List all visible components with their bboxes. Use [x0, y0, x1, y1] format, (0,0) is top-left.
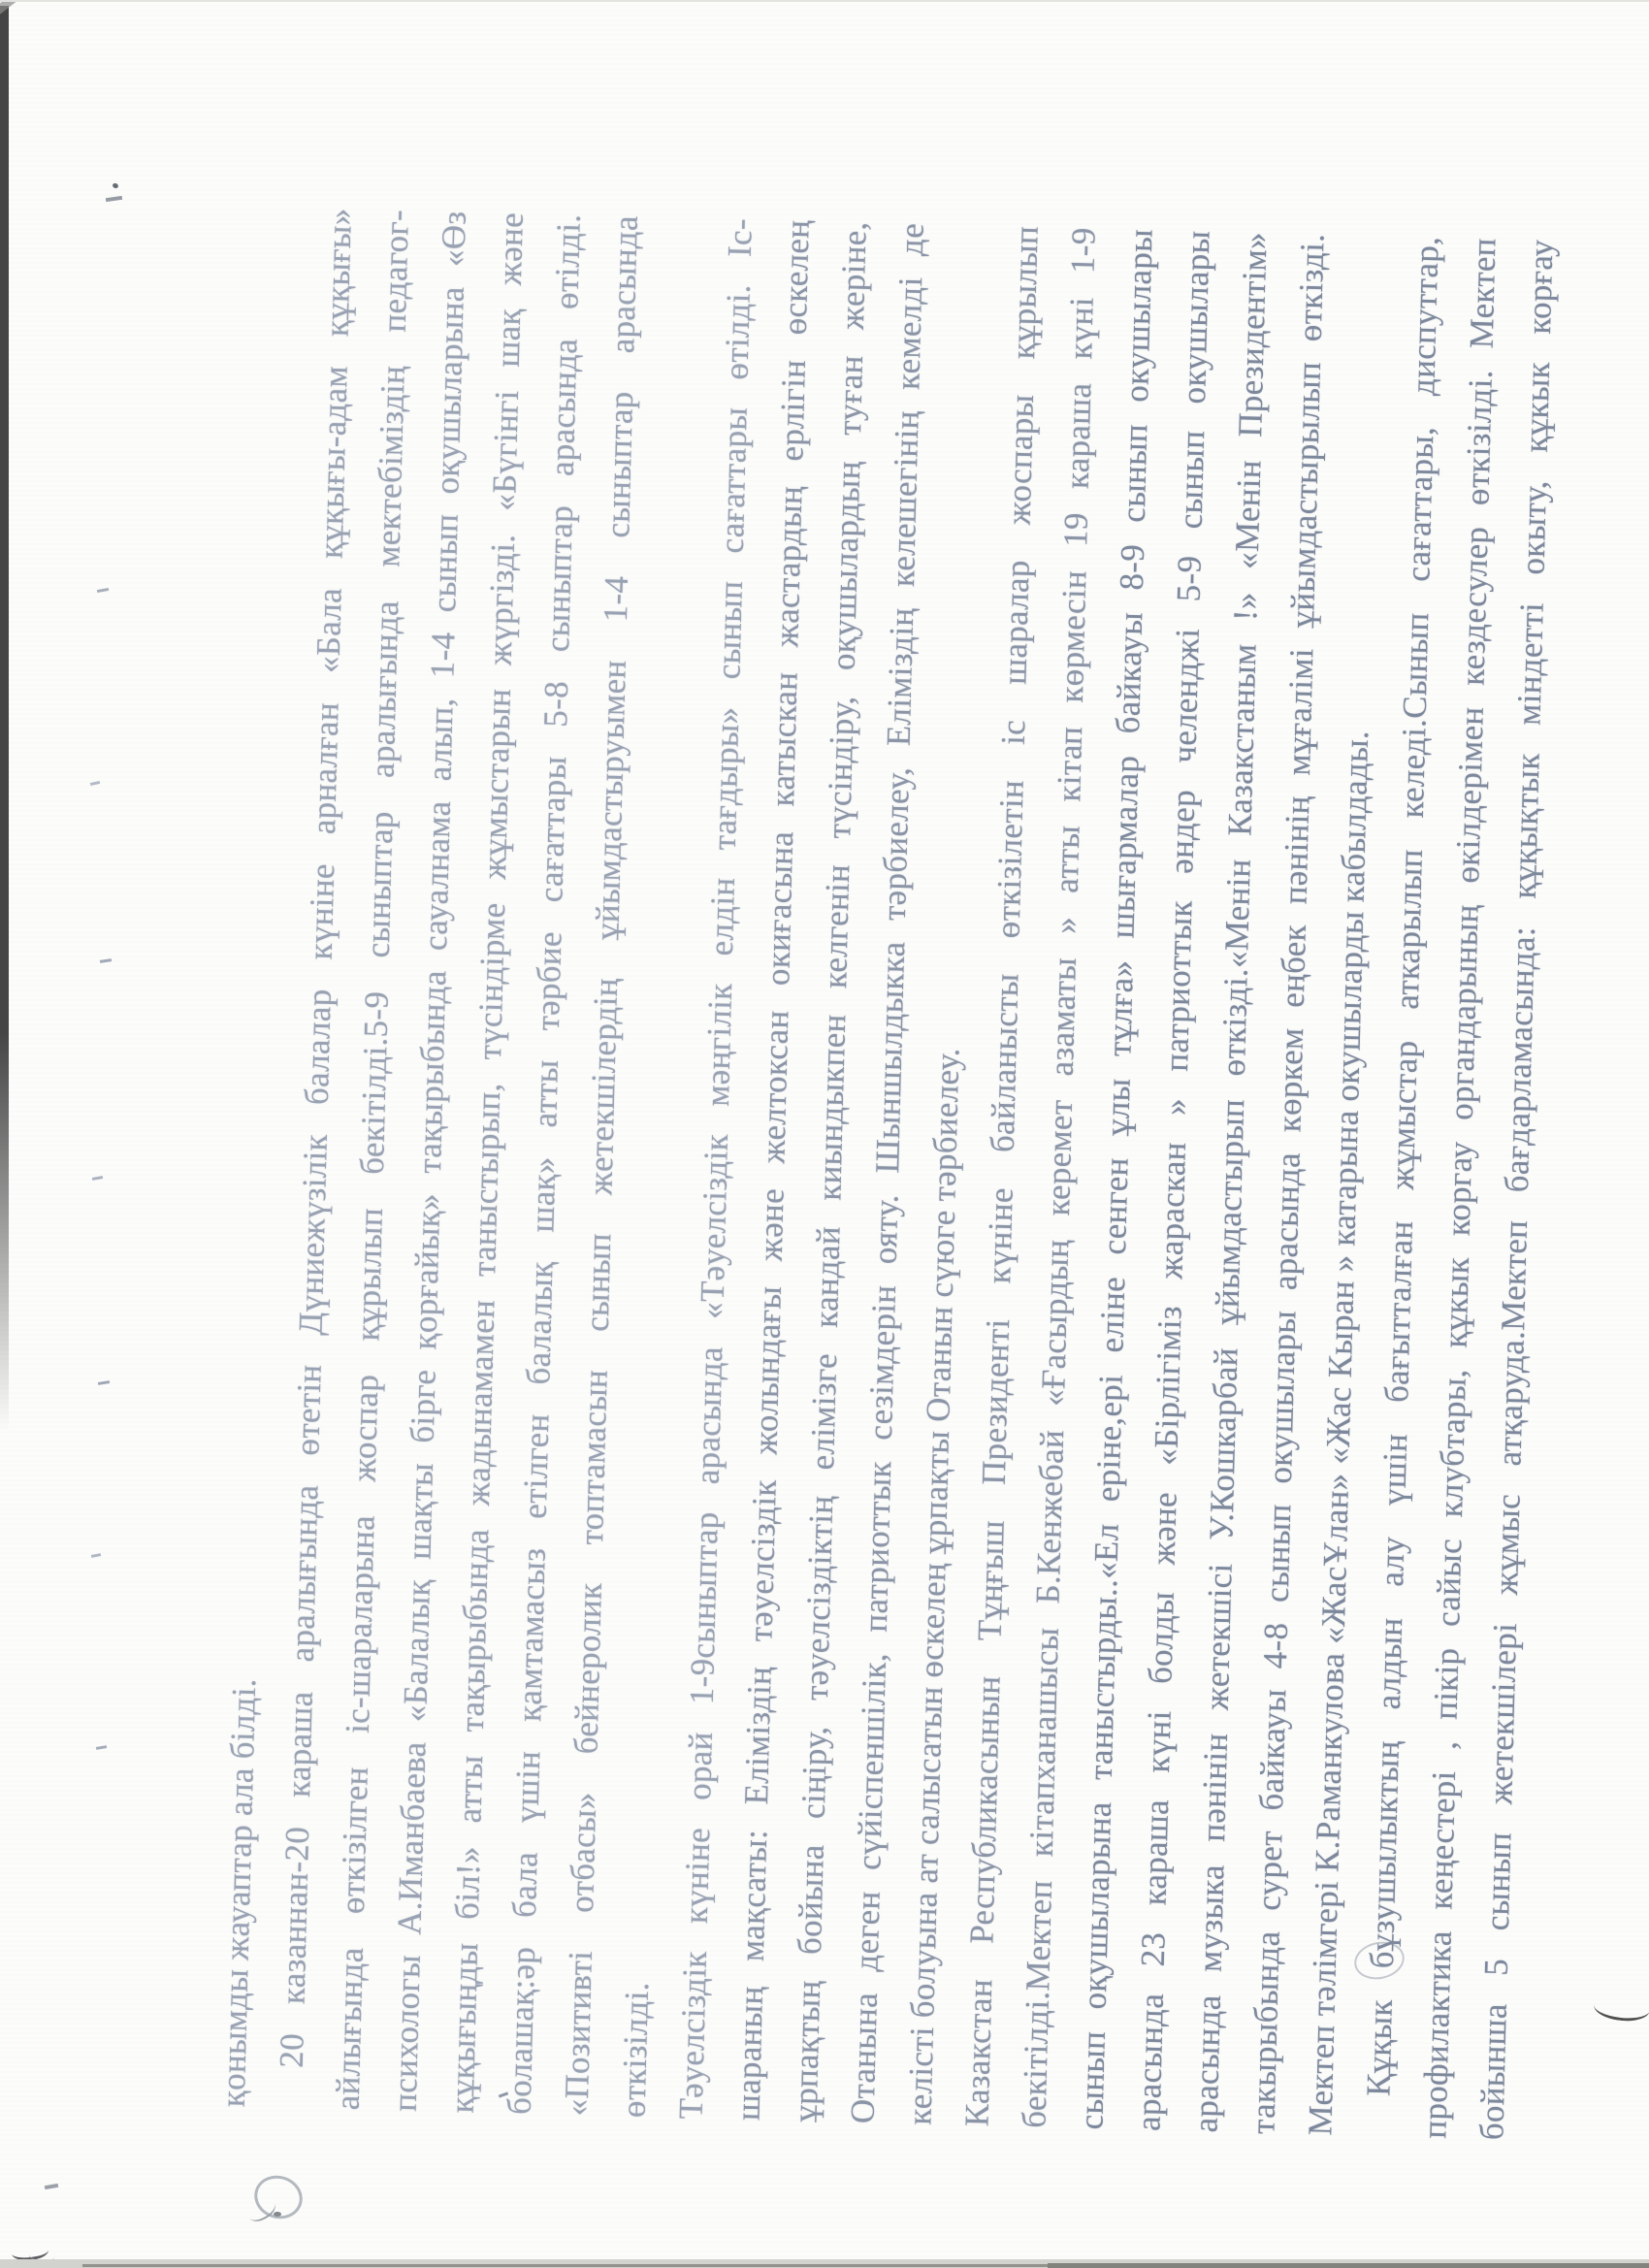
word: оқушыларына — [1075, 1800, 1119, 2010]
word: Шыншылдыкка — [868, 940, 913, 1175]
word: окыту, — [1513, 479, 1555, 575]
word: өкілдерімен — [1448, 705, 1491, 884]
word: сынып — [709, 580, 751, 680]
word: міндетті — [1509, 601, 1551, 727]
word: сурет — [1249, 1830, 1290, 1912]
word: мектебіміздің — [369, 365, 412, 568]
word: өткізілетін — [988, 779, 1031, 939]
word: жүргізді. — [480, 534, 523, 666]
word: күні — [1061, 296, 1101, 360]
word: жастардың — [767, 485, 810, 648]
word: болашақ:әр — [500, 1946, 543, 2116]
dark-arc-bottom-right — [1593, 1992, 1649, 2024]
word: кітапханашысы — [1021, 1627, 1066, 1858]
word: арасында — [603, 214, 645, 354]
word: келгенін — [816, 863, 857, 989]
word: 5-9 — [1169, 555, 1209, 602]
word: Еліміздің — [879, 607, 922, 747]
word: Б.Кенжебай — [1028, 1429, 1072, 1604]
word: етілген — [515, 1412, 557, 1520]
word: патриоттык — [1156, 899, 1200, 1073]
word: бірге — [403, 1369, 443, 1444]
word: еліне — [1092, 1276, 1133, 1353]
word: тұлға» — [1100, 959, 1141, 1057]
speck-dash-5 — [92, 1176, 103, 1181]
word: қонымды — [213, 1968, 256, 2108]
word: «Бірлігіміз — [1147, 1305, 1189, 1467]
word: әндер — [1162, 789, 1203, 875]
word: және — [1144, 1491, 1184, 1566]
word: 1-9 — [1063, 226, 1103, 275]
word: сезімдерін — [860, 1284, 904, 1442]
word: «Жас — [1318, 1385, 1359, 1466]
word: жұмыстар — [1382, 1040, 1425, 1191]
top-hairline — [0, 0, 1649, 2]
word: тәуелсіздік — [741, 1478, 784, 1642]
word: арасында — [688, 1345, 730, 1485]
word: сағаттары, — [1399, 426, 1441, 583]
mark-small — [45, 2184, 58, 2189]
word: арналған — [305, 701, 346, 835]
word: өткізілді. — [614, 1981, 657, 2119]
word: құқығы» — [317, 207, 359, 338]
word: келешегінің — [883, 409, 926, 588]
word: іс-шараларына — [338, 1514, 382, 1734]
word: өтетін — [288, 1364, 329, 1456]
word: педагог- — [374, 209, 416, 333]
word: желтоксан — [754, 1009, 796, 1165]
word: Мектеп — [1462, 237, 1504, 349]
word: караша — [279, 1690, 320, 1798]
word: жоспар — [344, 1374, 386, 1483]
word: жұмыс — [1486, 1493, 1528, 1596]
word: Республикасынын — [962, 1675, 1008, 1945]
word: атты — [526, 1058, 566, 1128]
word: аралығында — [282, 1484, 326, 1663]
scan-edge-strip — [0, 6, 9, 1432]
word: 5 — [1476, 1958, 1516, 1977]
word: сайыс — [1429, 1538, 1470, 1628]
word: керемет — [1039, 1099, 1081, 1216]
word: сауалнама — [415, 799, 458, 952]
word: Президенті — [974, 1318, 1018, 1486]
word: ұйымдастыруымен — [588, 659, 633, 941]
word: шақты — [400, 1462, 441, 1561]
word: психологы — [385, 1954, 428, 2113]
word: ұлы — [1098, 1078, 1138, 1137]
word: «Балалық — [396, 1578, 437, 1723]
word: өскелең — [775, 219, 817, 336]
word: мұғалімі — [1278, 647, 1321, 776]
word: атты — [1047, 825, 1087, 894]
word: және — [490, 211, 531, 286]
word: 5-8 — [536, 680, 576, 729]
word: , — [1425, 1740, 1464, 1751]
word: жұмыстарын — [474, 688, 519, 881]
word: » — [1155, 1097, 1195, 1117]
word: «Ғасырдың — [1033, 1239, 1077, 1408]
word: 20 — [272, 2032, 311, 2069]
word: сыныптар — [538, 504, 581, 653]
word: 8-9 — [1112, 543, 1152, 592]
word: жетекшілері — [1481, 1622, 1525, 1805]
word: А.Иманбаева — [390, 1740, 434, 1936]
word: мәңгілік — [697, 983, 740, 1108]
word: окушылары — [1117, 228, 1160, 404]
word: 1-4 — [596, 575, 636, 623]
word: азаматы — [1042, 956, 1083, 1077]
word: бағдарламасында: — [1497, 925, 1542, 1193]
word: күніне — [301, 862, 342, 960]
word: болуына — [903, 1891, 945, 2019]
word: бойына — [791, 1843, 831, 1956]
word: сүйіспеншілік, — [850, 1652, 894, 1871]
word: жоспары — [999, 393, 1042, 526]
word: патриоттык — [856, 1460, 899, 1634]
word: профилактика — [1415, 1929, 1459, 2140]
word: диспуттар, — [1404, 236, 1446, 397]
word: атқаруда.Мектеп — [1490, 1219, 1536, 1467]
word: сенген — [1095, 1156, 1136, 1256]
speck-dash-6 — [98, 1380, 110, 1385]
word: де — [891, 222, 931, 257]
word: сыныптар — [358, 810, 401, 958]
word: Казакстан — [957, 1978, 1000, 2127]
word: сыныптар — [598, 390, 641, 539]
word: таныстырып, — [465, 1082, 508, 1278]
word: еріне,ері — [1088, 1374, 1130, 1503]
word: ерлігін — [772, 359, 814, 462]
word: үшін — [507, 1750, 548, 1824]
word: бекітілді.5-9 — [352, 990, 396, 1176]
word: кемелді — [889, 275, 930, 391]
word: орай — [680, 1731, 720, 1801]
word: жолындағы — [746, 1285, 790, 1456]
word: елдін — [701, 877, 743, 956]
word: окушылары — [1174, 230, 1217, 405]
word: пікір — [1426, 1647, 1467, 1721]
word: Дүниежүзілік — [291, 1133, 335, 1336]
word: кітап — [1050, 726, 1090, 802]
word: » — [1046, 916, 1085, 935]
word: байкауы — [1109, 611, 1150, 734]
word: құрылып — [348, 1207, 390, 1342]
word: ұйымдастырып — [1208, 1098, 1252, 1326]
word: құқығы-адам — [311, 365, 355, 560]
word: Іс- — [720, 217, 760, 258]
word: сынып — [1171, 430, 1212, 530]
word: арасында — [1266, 1151, 1308, 1291]
word: клубтары, — [1432, 1368, 1474, 1518]
word: сынып — [1114, 423, 1155, 524]
word: атты — [450, 1754, 491, 1824]
word: органдарының — [1441, 903, 1486, 1121]
word: іс — [993, 719, 1033, 746]
word: құқығыңды — [442, 1942, 486, 2114]
word: окушылары — [1260, 1310, 1304, 1485]
word: тағдыры» — [704, 705, 747, 851]
word: Еліміздің — [737, 1666, 779, 1805]
word: түсіндірме — [470, 901, 513, 1060]
word: арасында — [542, 338, 585, 477]
word: тәрбие — [528, 930, 569, 1031]
word: катарына — [1324, 1109, 1366, 1247]
word: Тәуелсіздік — [671, 1950, 715, 2120]
word: ат — [906, 1853, 946, 1885]
word: аралығында — [363, 599, 406, 779]
word: шығармалар — [1103, 755, 1147, 939]
word: ұрпақты — [915, 1430, 957, 1555]
word: жараскан — [1151, 1141, 1194, 1280]
word: окиғасына — [759, 830, 801, 987]
speck-dash-7 — [91, 1553, 101, 1558]
word: сынып — [1257, 1503, 1299, 1604]
word: қорғайық» — [405, 1192, 448, 1350]
word: үшін — [1374, 1433, 1415, 1507]
word: кандай — [806, 1225, 848, 1329]
word: шараның — [728, 1985, 771, 2122]
bottom-scan-dark-right — [1048, 2263, 1649, 2268]
word: оқушыларына — [428, 285, 471, 495]
word: болды — [1141, 1591, 1181, 1685]
word: келеді.Сынып — [1392, 611, 1437, 819]
word: жадынамамен — [459, 1299, 502, 1507]
word: арасында — [1186, 1993, 1229, 2133]
word: пәнінің — [1276, 794, 1317, 905]
word: айлығында — [328, 1946, 372, 2111]
word: құкык — [1436, 1256, 1477, 1348]
word: мақсаты: — [732, 1829, 775, 1962]
word: » — [1323, 1253, 1363, 1273]
word: алу — [1373, 1536, 1412, 1588]
word: бейнеролик — [566, 1582, 609, 1755]
word: деген — [847, 1890, 888, 1972]
word: шақ — [488, 308, 529, 368]
word: Құқык — [1359, 1998, 1400, 2097]
word: катыскан — [762, 671, 805, 807]
word: жетекшілердің — [581, 977, 626, 1196]
word: күніне — [980, 1186, 1020, 1284]
word: сіңіру, — [793, 1725, 835, 1820]
word: кабылдады. — [1333, 729, 1376, 903]
word: тәуелсіздіктің — [796, 1495, 841, 1701]
word: Отанына — [843, 1992, 885, 2124]
rotated-text-block — [205, 206, 1570, 2141]
word: құрылып — [1004, 225, 1046, 360]
word: тақырыбында — [452, 1528, 497, 1733]
word: жауаптар — [217, 1824, 260, 1961]
word: киындыкпен — [810, 1013, 854, 1202]
word: ала — [221, 1766, 261, 1817]
word: оқушылардың — [824, 460, 868, 671]
word: байкауы — [1252, 1688, 1294, 1811]
word: сынып — [1477, 1831, 1519, 1931]
word: У.Кошкарбай — [1202, 1346, 1245, 1541]
word: сынып — [1072, 2030, 1114, 2130]
word: «ЖасҰлан» — [1313, 1473, 1357, 1645]
word: білді. — [223, 1677, 264, 1760]
word: К.Раманкулова — [1308, 1652, 1352, 1873]
word: 23 — [1133, 1931, 1173, 1967]
word: казаннан-20 — [274, 1826, 317, 2005]
word: бала — [504, 1851, 545, 1919]
word: 4-8 — [1255, 1622, 1296, 1669]
word: «Менін — [1227, 459, 1269, 570]
word: келісті — [900, 2025, 942, 2126]
word: және — [751, 1187, 792, 1262]
word: тәрбиелеу, — [874, 766, 918, 922]
word: байланысты — [983, 972, 1026, 1153]
word: бағытталған — [1377, 1219, 1421, 1404]
word: сағаттары — [712, 406, 755, 554]
word: караша — [1057, 382, 1099, 490]
word: сағаттары — [532, 756, 574, 903]
word: бекітілді.Мектеп — [1015, 1879, 1060, 2129]
word: бұзушылыктың — [1362, 1739, 1406, 1969]
word: өткізді. — [1290, 233, 1332, 342]
speck-dash-1 — [106, 196, 122, 202]
word: !» — [1226, 591, 1265, 622]
word: пәнінін — [1194, 1733, 1236, 1843]
word: отбасы» — [563, 1791, 604, 1914]
word: құқықтык — [1504, 752, 1547, 899]
word: балалар — [297, 988, 339, 1106]
speck-dot — [112, 182, 118, 189]
word: күніне — [676, 1827, 718, 1925]
speck-dash-8 — [96, 1745, 107, 1750]
word: қамтамасыз — [510, 1547, 553, 1723]
word: 19 — [1056, 511, 1096, 548]
word: аткарылып — [1387, 848, 1431, 1011]
word: коргау — [1439, 1141, 1480, 1237]
word: ояту. — [865, 1193, 906, 1265]
word: 1-9сыныптар — [682, 1510, 726, 1705]
speck-dash-2 — [97, 588, 109, 593]
word: сүюге — [922, 1209, 963, 1299]
word: сынып — [577, 1232, 619, 1333]
word: кездесулер — [1453, 526, 1496, 687]
word: окушыларды — [1328, 910, 1372, 1102]
word: өтілді. — [717, 283, 759, 381]
word: алып, — [420, 697, 461, 782]
word: арасында — [1129, 1993, 1172, 2132]
word: құкык — [1516, 361, 1558, 453]
word: өткізілді. — [1458, 369, 1500, 506]
word: еңбек — [1273, 923, 1313, 1009]
word: музыка — [1190, 1863, 1232, 1973]
word: шақ» — [523, 1155, 564, 1233]
word: көркем — [1270, 1027, 1311, 1133]
word: Президентім» — [1231, 231, 1275, 438]
word: тақырыбында — [409, 969, 454, 1175]
word: шаралар — [995, 559, 1037, 686]
word: «Тәуелсіздік — [693, 1133, 736, 1320]
word: топтамасын — [571, 1369, 615, 1545]
word: балалық — [519, 1260, 561, 1385]
word: 1-4 — [423, 631, 463, 679]
speck-dash-4 — [100, 958, 112, 963]
word: «Бүгінгі — [484, 389, 527, 512]
word: Мектеп — [1301, 2024, 1342, 2136]
word: корғау — [1519, 239, 1561, 335]
speck-dash-3 — [90, 781, 100, 786]
word: елімізге — [803, 1352, 845, 1471]
word: Тұңғыш — [970, 1519, 1012, 1641]
word: ұйымдастырылып — [1282, 361, 1329, 629]
word: жетекшісі — [1197, 1562, 1240, 1711]
word: Казакстаным — [1220, 643, 1264, 837]
word: «Бала — [308, 587, 349, 674]
word: түсіндіру, — [820, 695, 861, 839]
word: таныстырды..«Ел — [1081, 1522, 1126, 1781]
word: өтілді. — [547, 212, 588, 310]
word: жеріне, — [832, 220, 874, 331]
word: туған — [830, 354, 871, 437]
word: караша — [1135, 1798, 1177, 1906]
word: челенджі — [1165, 628, 1207, 764]
word: сынып — [425, 513, 466, 613]
word: өткізді.«Менін — [1213, 858, 1258, 1077]
word: күні — [1139, 1709, 1179, 1773]
word: өскелең — [912, 1562, 954, 1678]
word: Кыран — [1320, 1280, 1362, 1378]
word: ұрпақтың — [786, 1979, 828, 2123]
word: алдын — [1369, 1616, 1410, 1710]
word: бойынша — [1472, 2002, 1514, 2141]
word: «Өз — [434, 211, 473, 268]
word: «Позитивті — [557, 1950, 600, 2117]
word: тәлімгері — [1304, 1880, 1346, 2017]
word: салысатын — [908, 1685, 951, 1846]
word: біл!» — [447, 1845, 488, 1921]
word: Отанын — [919, 1305, 960, 1423]
word: өткізілген — [333, 1766, 375, 1915]
word: такырыбында — [1244, 1929, 1287, 2135]
word: кеңестері — [1421, 1769, 1464, 1910]
word: тәрбиелеу. — [924, 1047, 967, 1202]
smudge-dot — [274, 2212, 281, 2217]
word: көрмесін — [1051, 569, 1094, 703]
